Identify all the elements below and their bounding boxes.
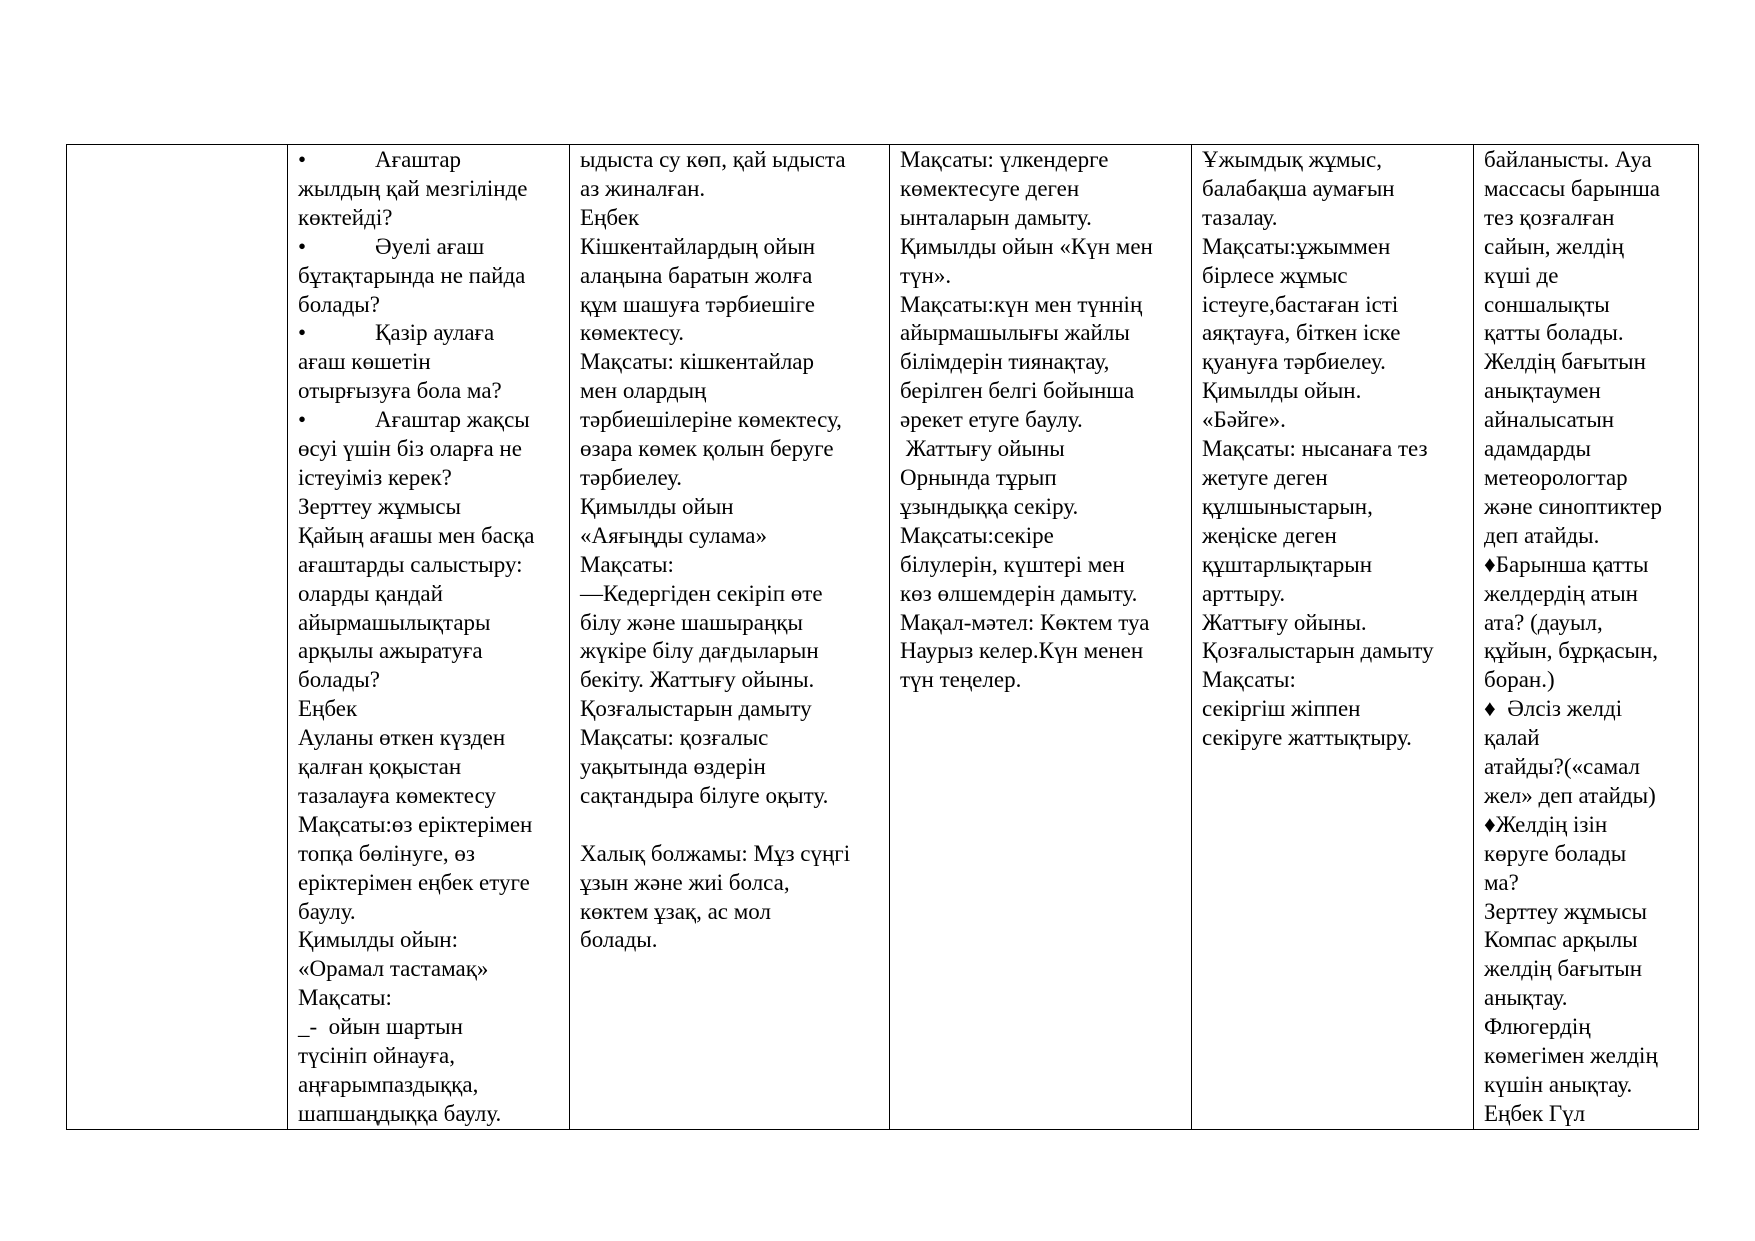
table-cell-2 [288, 145, 570, 1130]
cell-4-text: Мақсаты: үлкендерге көмектесуге деген ынталарын дамыту. Қимылды ойын «Күн мен түн». Мақсаты:күн мен түннің айырмашылығы жайлы білімдерін тиянақтау, берілген белгі бойынша әрекет етуге баулу. Жаттығу ойыны Орнында тұрып ұзындыққа секіру. Мақсаты:секіре білулерін, күштері мен көз өлшемдерін дамыту. Мақал-мәтел: Көктем туа Наурыз келер.Күн менен түн теңелер. [900, 147, 1153, 693]
schedule-table [66, 144, 1699, 1130]
table-row [67, 145, 1699, 1130]
cell-3-text: ыдыста су көп, қай ыдыста аз жиналған. Еңбек Кішкентайлардың ойын алаңына баратын жолға құм шашуға тәрбиешіге көмектесу. Мақсаты: кішкентайлар мен олардың тәрбиешілеріне көмектесу, өзара көмек қолын беруге тәрбиелеу. Қимылды ойын «Аяғыңды сулама» Мақсаты: —Кедергіден секіріп өте білу және шашыраңқы жүкіре білу дағдыларын бекіту. Жаттығу ойыны. Қозғалыстарын дамыту Мақсаты: қозғалыс уақытында өздерін сақтандыра білуге оқыту. Халық болжамы: Мұз сүңгі ұзын және жиі болса, көктем ұзақ, ас мол болады. [580, 147, 851, 953]
cell-2-text: • Ағаштар жылдың қай мезгілінде көктейді? • Әуелі ағаш бұтақтарында не пайда болады? • Қазір аулаға ағаш көшетін отырғызуға бола ма? • Ағаштар жақсы өсуі үшін біз оларға не істеуіміз керек? Зерттеу жұмысы Қайың ағашы мен басқа ағаштарды салыстыру: оларды қандай айырмашылықтары арқылы ажыратуға болады? Еңбек Ауланы өткен күзден қалған қоқыстан тазалауға көмектесу Мақсаты:өз еріктерімен топқа бөлінуге, өз еріктерімен еңбек етуге баулу. Қимылды ойын: «Орамал тастамақ» Мақсаты: _- ойын шартын түсініп ойнауға, аңғарымпаздыққа, шапшаңдыққа баулу. [298, 147, 535, 1126]
table-cell-3 [570, 145, 890, 1130]
table-cell-6 [1474, 145, 1699, 1130]
cell-6-text: байланысты. Ауа массасы барынша тез қозғалған сайын, желдің күші де соншалықты қатты болады. Желдің бағытын анықтаумен айналысатын адамдарды метеорологтар және синоптиктер деп атайды. ♦Барынша қатты желдердің атын ата? (дауыл, құйын, бұрқасын, боран.) ♦ Әлсіз желді қалай атайды?(«самал жел» деп атайды) ♦Желдің ізін көруге болады ма? Зерттеу жұмысы Компас арқылы желдің бағытын анықтау. Флюгердің көмегімен желдің күшін анықтау. Еңбек Гүл [1484, 147, 1662, 1126]
cell-1-text [77, 145, 281, 146]
table-cell-4 [890, 145, 1192, 1130]
cell-5-text: Ұжымдық жұмыс, балабақша аумағын тазалау. Мақсаты:ұжыммен бірлесе жұмыс істеуге,бастаған істі аяқтауға, біткен іске қуануға тәрбиелеу. Қимылды ойын. «Бәйге». Мақсаты: нысанаға тез жетуге деген құлшыныстарын, жеңіске деген құштарлықтарын арттыру. Жаттығу ойыны. Қозғалыстарын дамыту Мақсаты: секіргіш жіппен секіруге жаттықтыру. [1202, 147, 1434, 751]
table-cell-5 [1192, 145, 1474, 1130]
table-cell-1 [67, 145, 288, 1130]
